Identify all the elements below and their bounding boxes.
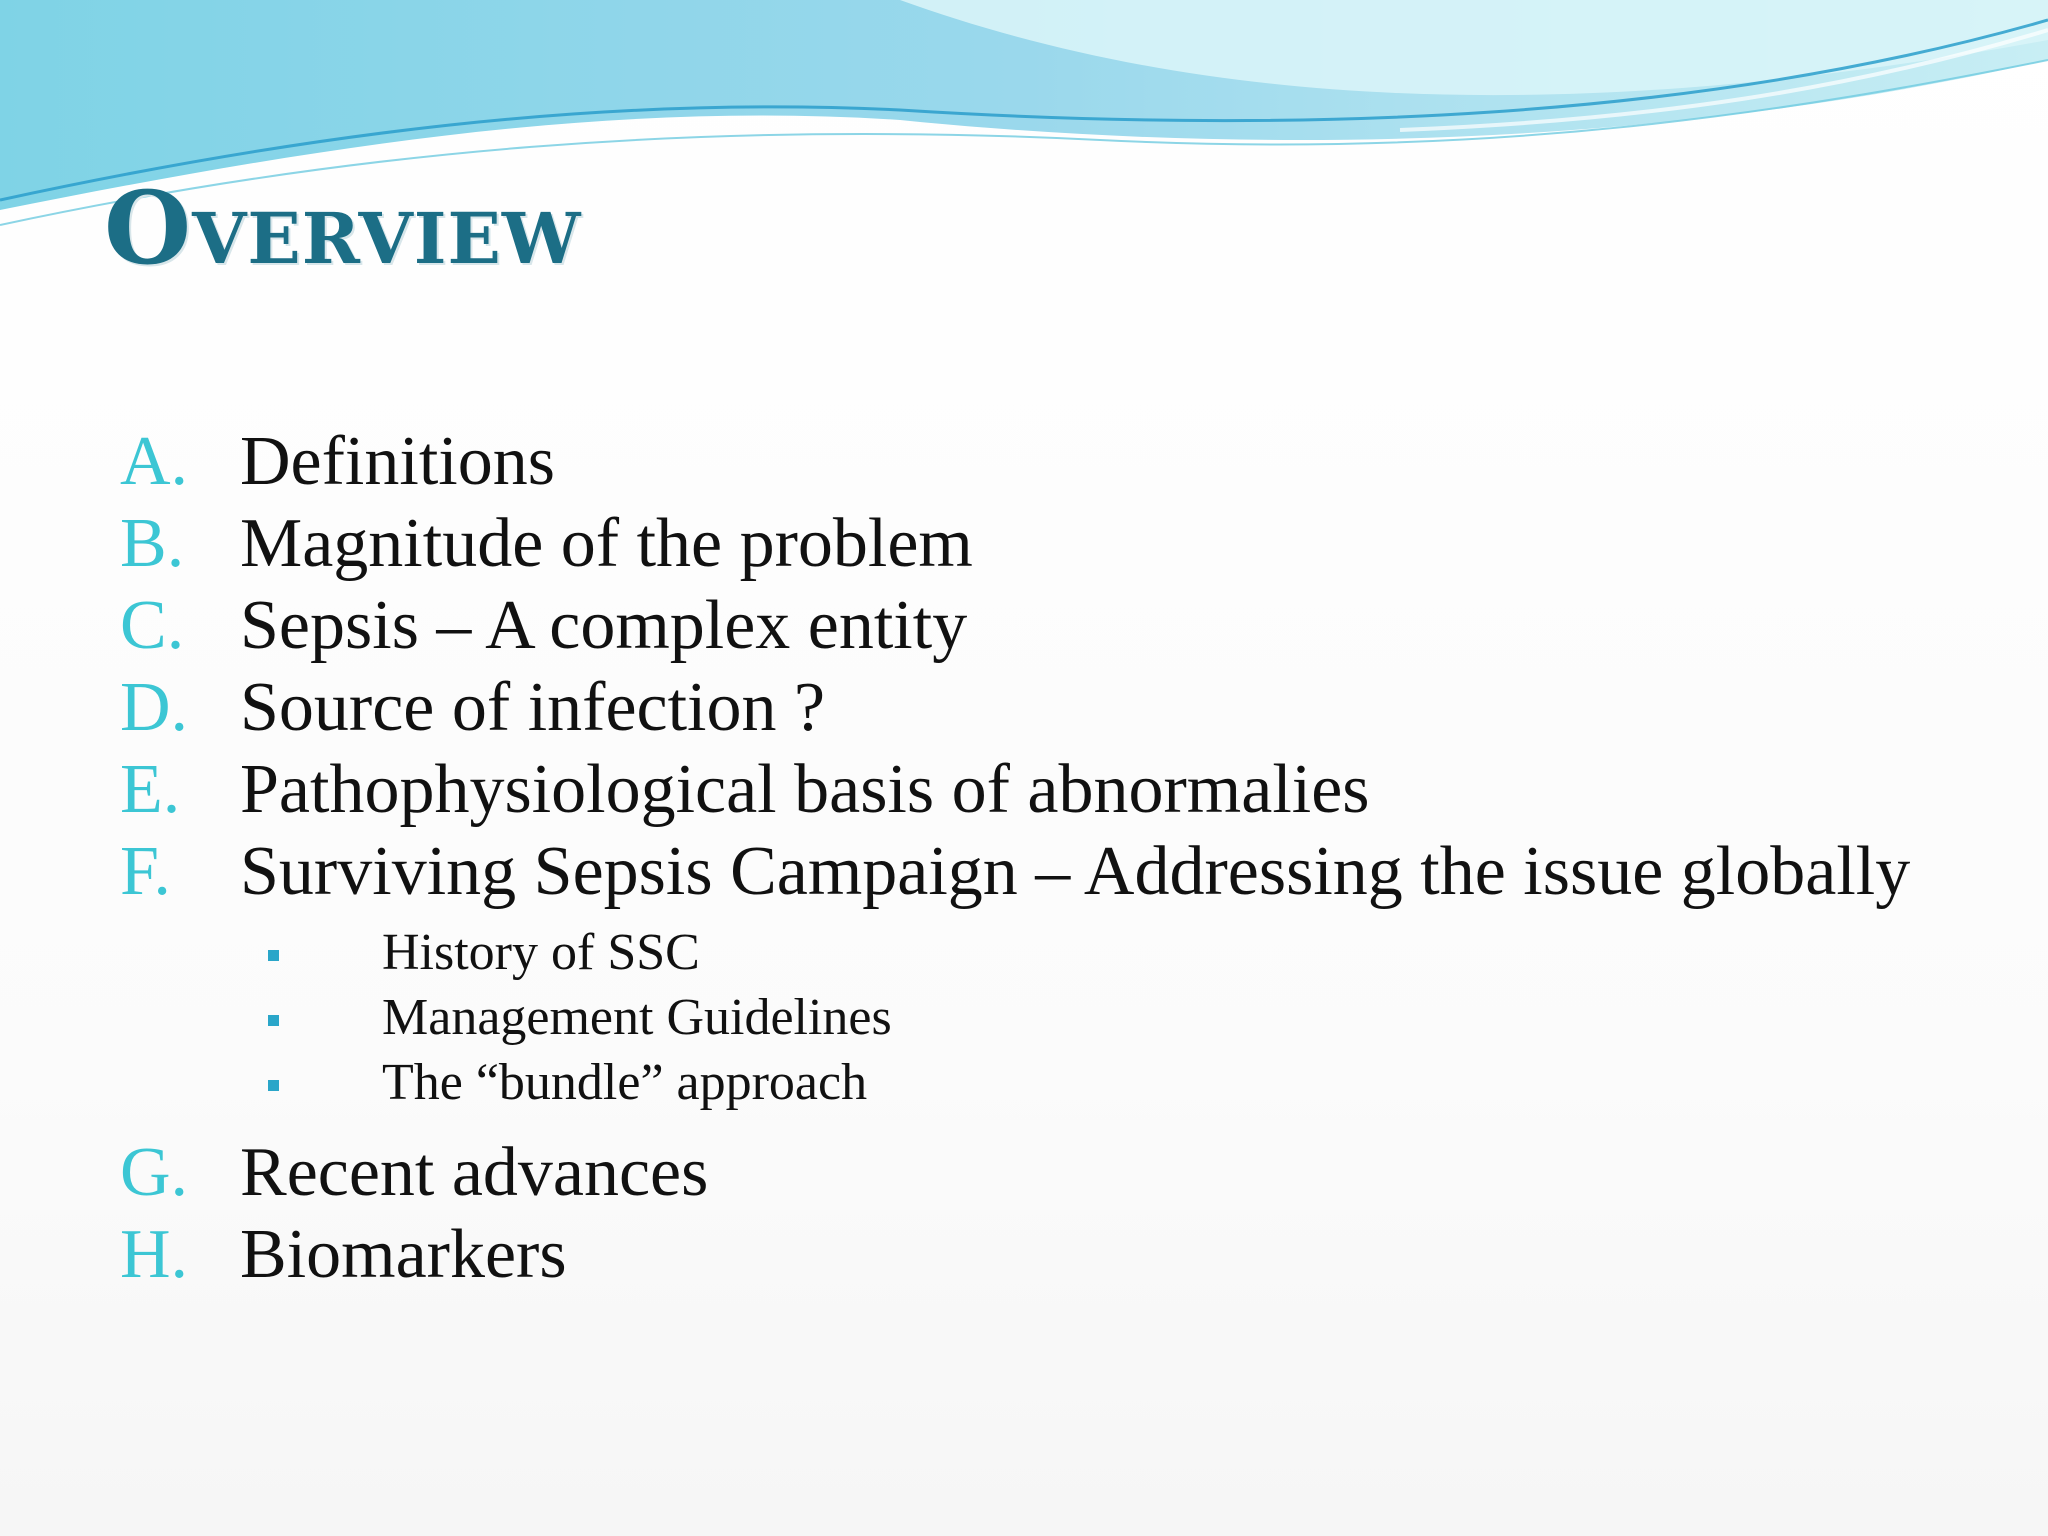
sub-item bbox=[240, 985, 1970, 1050]
square-bullet-icon bbox=[268, 950, 279, 961]
slide-title: Overview bbox=[104, 169, 582, 287]
sub-list bbox=[240, 920, 1970, 1115]
outline-item bbox=[120, 587, 1970, 664]
outline-item bbox=[120, 1134, 1970, 1211]
item-text: Sepsis – A complex entity bbox=[240, 587, 968, 664]
item-marker: A. bbox=[120, 423, 189, 500]
square-bullet-icon bbox=[268, 1015, 279, 1026]
sub-item bbox=[240, 920, 1970, 985]
item-text: Recent advances bbox=[240, 1134, 709, 1211]
item-text: Magnitude of the problem bbox=[240, 505, 973, 582]
item-text: Biomarkers bbox=[240, 1216, 567, 1293]
item-text: Pathophysiological basis of abnormalies bbox=[240, 751, 1370, 828]
outline-list bbox=[120, 423, 1970, 1305]
outline-item bbox=[120, 1216, 1970, 1293]
sub-item-text: Management Guidelines bbox=[382, 989, 892, 1046]
item-marker: D. bbox=[120, 669, 189, 746]
outline-item bbox=[120, 423, 1970, 500]
item-marker: H. bbox=[120, 1216, 189, 1293]
outline-item bbox=[120, 505, 1970, 582]
item-text: Definitions bbox=[240, 423, 555, 500]
sub-item-text: History of SSC bbox=[382, 924, 700, 981]
item-marker: B. bbox=[120, 505, 185, 582]
item-marker: F. bbox=[120, 833, 171, 910]
item-text: Surviving Sepsis Campaign – Addressing the issue globally bbox=[240, 833, 1911, 910]
item-marker: C. bbox=[120, 587, 185, 664]
square-bullet-icon bbox=[268, 1080, 279, 1091]
sub-item-text: The “bundle” approach bbox=[382, 1054, 868, 1111]
outline-item bbox=[120, 669, 1970, 746]
item-marker: G. bbox=[120, 1134, 189, 1211]
outline-item bbox=[120, 751, 1970, 828]
sub-item bbox=[240, 1050, 1970, 1115]
item-marker: E. bbox=[120, 751, 181, 828]
outline-item bbox=[120, 833, 1970, 1115]
item-text: Source of infection ? bbox=[240, 669, 826, 746]
